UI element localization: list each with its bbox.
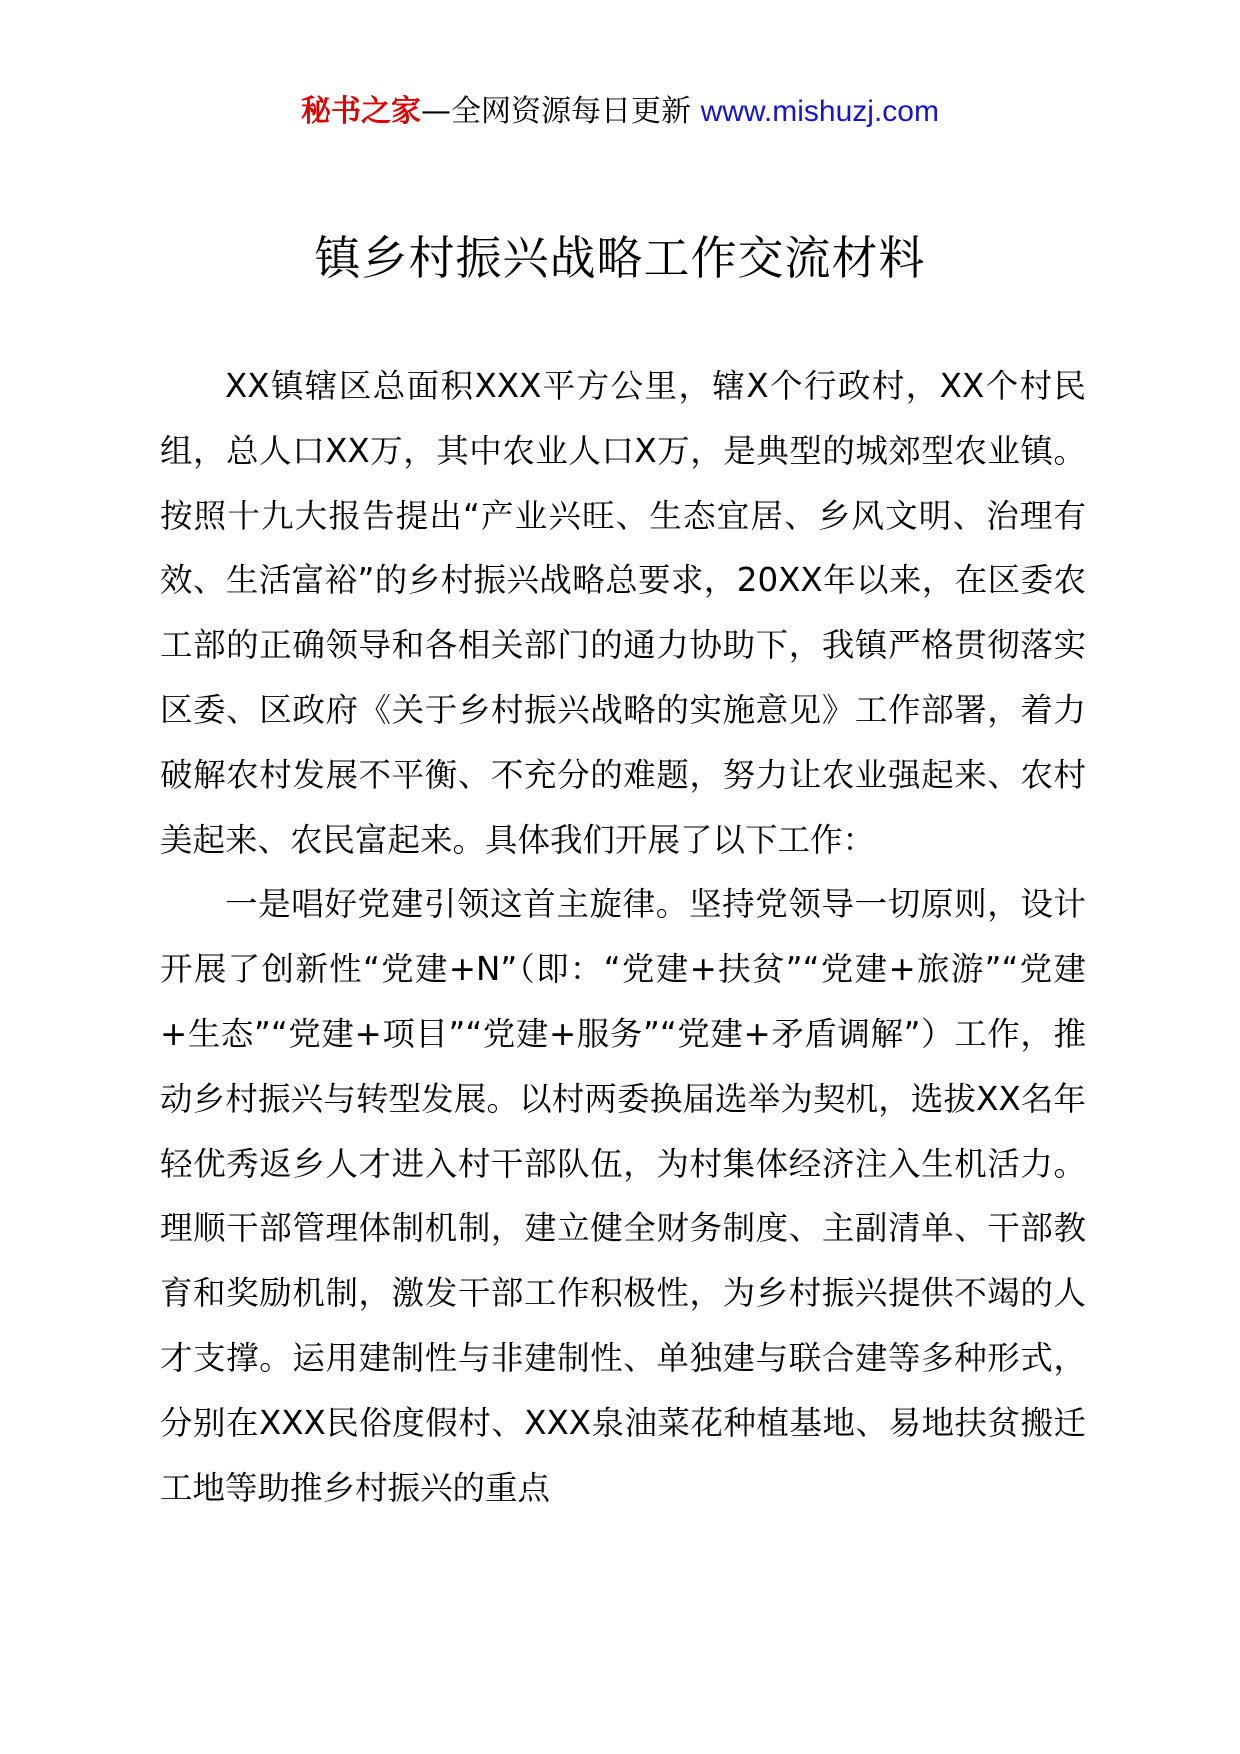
paragraph-intro: XX镇辖区总面积XXX平方公里，辖X个行政村，XX个村民组，总人口XX万，其中农业人口X万，是典型的城郊型农业镇。按照十九大报告提出“产业兴旺、生态宜居、乡风文明、治理有效、生活富裕”的乡村振兴战略总要求，20XX年以来，在区委农工部的正确领导和各相关部门的通力协助下，我镇严格贯彻落实区委、区政府《关于乡村振兴战略的实施意见》工作部署，着力破解农村发展不平衡、不充分的难题，努力让农业强起来、农村美起来、农民富起来。具体我们开展了以下工作： bbox=[160, 367, 1086, 859]
paragraph-party-building: 一是唱好党建引领这首主旋律。坚持党领导一切原则，设计开展了创新性“党建+N”（即：“党建+扶贫”“党建+旅游”“党建+生态”“党建+项目”“党建+服务”“党建+矛盾调解”）工作，推动乡村振兴与转型发展。以村两委换届选举为契机，选拔XX名年轻优秀返乡人才进入村干部队伍，为村集体经济注入生机活力。理顺干部管理体制机制，建立健全财务制度、主副清单、干部教育和奖励机制，激发干部工作积极性，为乡村振兴提供不竭的人才支撑。运用建制性与非建制性、单独建与联合建等多种形式，分别在XXX民俗度假村、XXX泉油菜花种植基地、易地扶贫搬迁工地等助推乡村振兴的重点 bbox=[160, 885, 1086, 1507]
site-url-link[interactable]: www.mishuzj.com bbox=[700, 95, 939, 128]
document-body bbox=[160, 354, 1086, 1520]
brand-name: 秘书之家 bbox=[301, 94, 422, 129]
header-tagline: —全网资源每日更新 bbox=[421, 94, 701, 129]
site-header bbox=[0, 92, 1240, 132]
document-title: 镇乡村振兴战略工作交流材料 bbox=[314, 231, 926, 285]
